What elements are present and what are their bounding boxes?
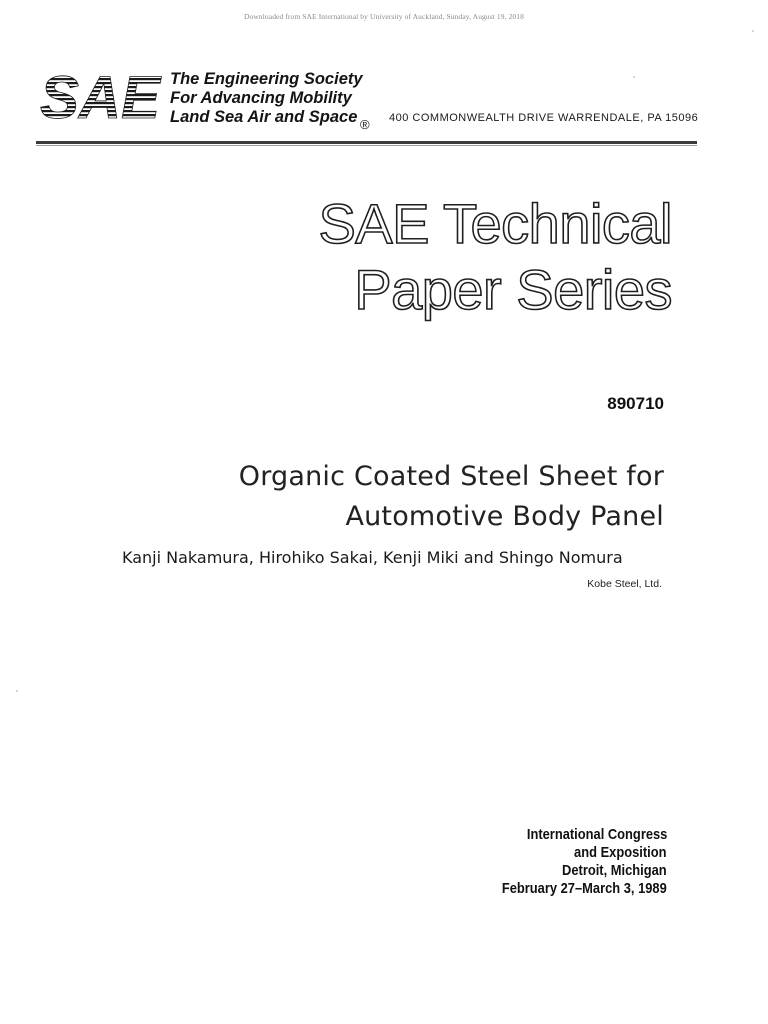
scan-speck — [16, 690, 18, 692]
scan-speck — [752, 30, 754, 32]
conference-dates: February 27–March 3, 1989 — [502, 880, 667, 897]
paper-title-line-2: Automotive Body Panel — [345, 501, 664, 532]
sae-logo-mark — [38, 66, 164, 126]
sae-logo-text: SAE — [40, 66, 162, 126]
society-tagline-3: Land Sea Air and Space — [170, 108, 358, 126]
conference-location: Detroit, Michigan — [562, 862, 667, 879]
society-tagline-1: The Engineering Society — [170, 70, 363, 88]
author-affiliation: Kobe Steel, Ltd. — [587, 578, 662, 590]
conference-name-line-1: International Congress — [526, 826, 667, 843]
header-rule-secondary — [36, 145, 697, 146]
paper-number: 890710 — [607, 394, 664, 413]
society-tagline-2: For Advancing Mobility — [170, 89, 352, 107]
series-title-line-2: Paper Series — [354, 258, 672, 321]
paper-title-line-1: Organic Coated Steel Sheet for — [238, 461, 664, 492]
download-note: Downloaded from SAE International by University of Auckland, Sunday, August 19, 2018 — [244, 12, 524, 21]
registered-mark: ® — [360, 117, 370, 132]
sae-logo — [38, 66, 164, 126]
header-rule — [36, 141, 697, 144]
scan-speck — [633, 76, 635, 78]
conference-name-line-2: and Exposition — [574, 844, 667, 861]
paper-authors: Kanji Nakamura, Hirohiko Sakai, Kenji Miki and Shingo Nomura — [122, 548, 623, 567]
society-address: 400 COMMONWEALTH DRIVE WARRENDALE, PA 15096 — [389, 112, 699, 124]
series-title-line-1: SAE Technical — [318, 192, 672, 255]
